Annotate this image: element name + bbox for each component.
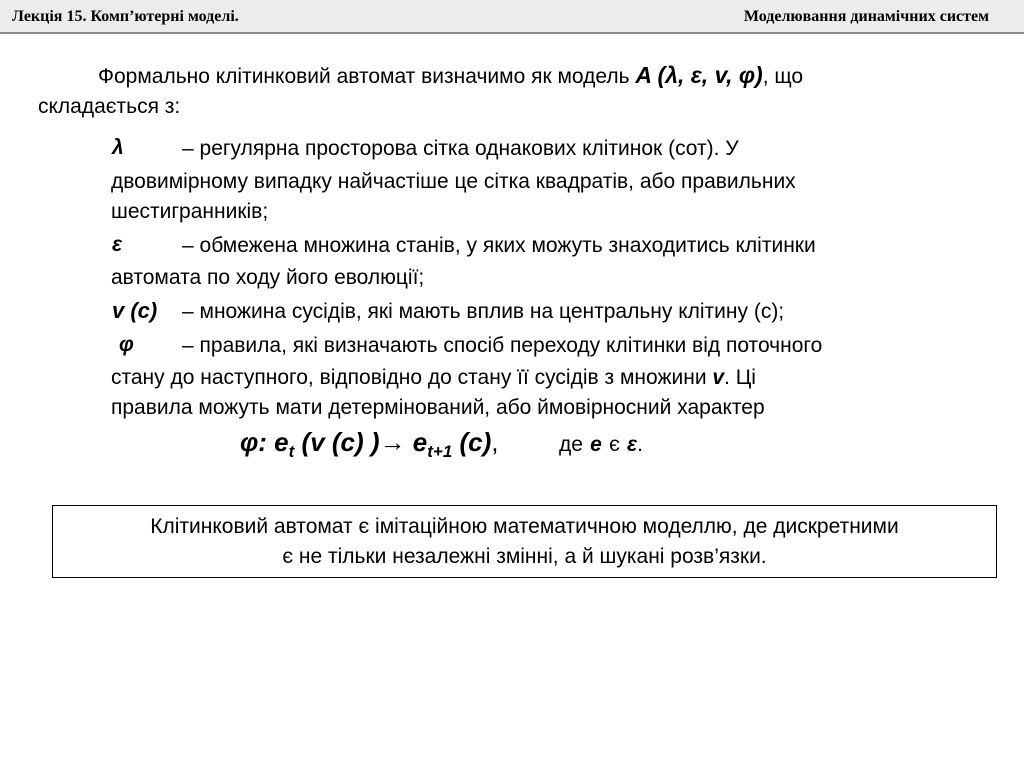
- symbol-epsilon: ε: [112, 233, 123, 256]
- formula-sub-t: t: [288, 442, 295, 462]
- formula-middle: (v (c) )→ e: [294, 427, 428, 457]
- def-phi-line-2: [111, 363, 756, 393]
- note-box: [52, 505, 997, 578]
- note-line-2: є не тільки незалежні змінні, а й шукані розв’язки.: [282, 545, 767, 568]
- symbol-v-inline: v: [712, 366, 725, 389]
- def-phi-line-2-text: стану до наступного, відповідно до стану її сусідів з множини: [111, 366, 713, 389]
- def-epsilon-line-1: – обмежена множина станів, у яких можуть знаходитись клітинки: [182, 234, 816, 257]
- intro-line-2: складається з:: [38, 95, 181, 118]
- formula-lhs: φ: e: [240, 427, 289, 457]
- intro-line-1: [98, 60, 803, 92]
- formula-comma: ,: [491, 427, 499, 457]
- def-phi-line-1: – правила, які визначають спосіб переходу клітинки від поточного: [182, 334, 823, 357]
- formula-sub-t1: t+1: [427, 442, 453, 462]
- transition-formula: [240, 427, 643, 467]
- def-lambda-line-2: двовимірному випадку найчастіше це сітка квадратів, або правильних: [111, 170, 796, 193]
- def-lambda-line-1: – регулярна просторова сітка однакових клітинок (сот). У: [182, 137, 739, 160]
- symbol-phi: φ: [119, 333, 134, 356]
- formula-e: e: [590, 433, 602, 456]
- intro-text: Формально клітинковий автомат визначимо як модель: [98, 65, 636, 88]
- intro-tail: , що: [762, 65, 804, 88]
- formula-rhs: (c): [452, 427, 492, 457]
- def-phi-line-3: правила можуть мати детермінований, або ймовірносний характер: [111, 396, 765, 419]
- lecture-title: Лекція 15. Комп’ютерні моделі.: [12, 8, 239, 25]
- formula-dot: .: [637, 433, 643, 456]
- formula-in: є: [609, 433, 620, 456]
- def-vc-line-1: – множина сусідів, які мають вплив на центральну клітину (с);: [182, 300, 785, 323]
- note-line-1: Клітинковий автомат є імітаційною математичною моделлю, де дискретними: [150, 515, 899, 538]
- model-notation: A (λ, ε, v, φ): [635, 62, 763, 88]
- formula-where: де: [558, 433, 583, 456]
- def-lambda-line-3: шестигранників;: [111, 200, 269, 223]
- def-phi-line-2-tail: . Ці: [724, 366, 756, 389]
- slide-header: [0, 0, 1024, 34]
- def-epsilon-line-2: автомата по ходу його еволюції;: [111, 266, 425, 289]
- course-title: Моделювання динамічних систем: [743, 8, 989, 25]
- symbol-lambda: λ: [112, 136, 124, 159]
- symbol-v-c: v (c): [112, 298, 158, 323]
- formula-epsilon: ε: [627, 433, 638, 456]
